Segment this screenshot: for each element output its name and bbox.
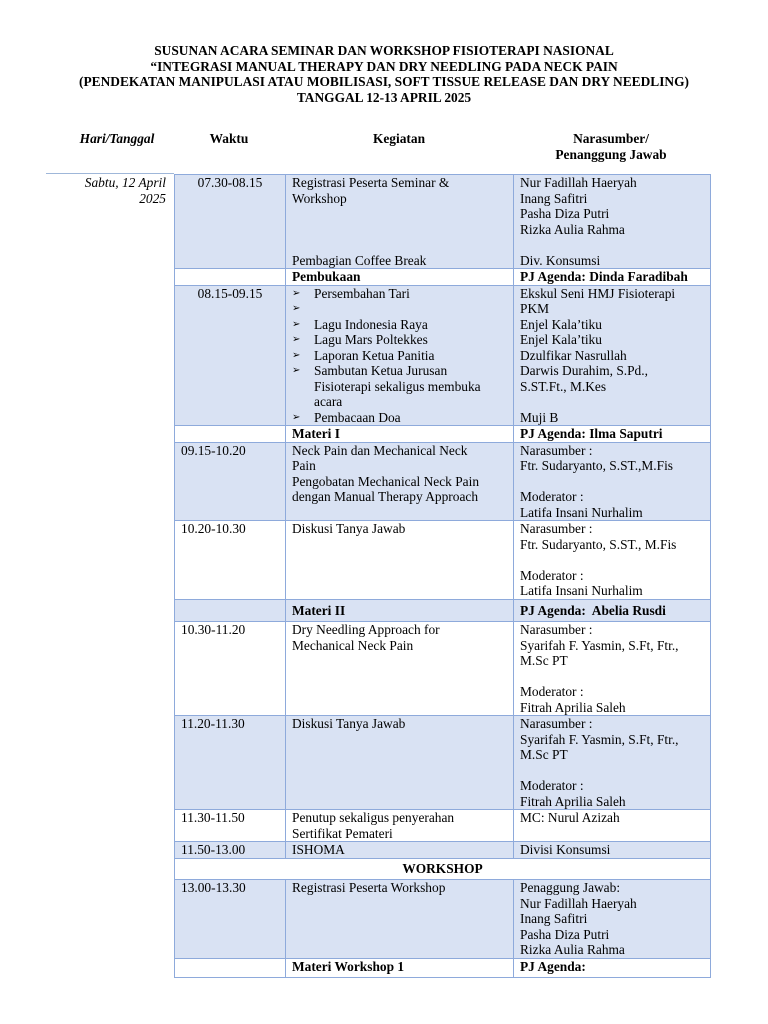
activity-line: Dry Needling Approach for xyxy=(292,622,440,637)
table-row xyxy=(175,269,711,286)
person-line: Inang Safitri xyxy=(520,190,588,206)
agenda-pj: PJ Agenda: Ilma Saputri xyxy=(514,426,711,443)
person-cell xyxy=(514,622,711,716)
activity-line: Diskusi Tanya Jawab xyxy=(292,521,406,536)
person-cell xyxy=(514,521,711,600)
header-narasumber-line-1: Narasumber/ xyxy=(573,131,649,146)
person-line: Rizka Aulia Rahma xyxy=(520,221,625,237)
person-line: Pasha Diza Putri xyxy=(520,206,610,221)
person-line: Syarifah F. Yasmin, S.Ft, Ftr., xyxy=(520,731,679,747)
person-cell xyxy=(514,842,711,859)
person-line: S.ST.Ft., M.Kes xyxy=(520,378,607,394)
time-cell: 11.20-11.30 xyxy=(175,716,286,810)
time-cell: 11.50-13.00 xyxy=(175,842,286,859)
table-row xyxy=(175,521,711,600)
table-row xyxy=(175,175,711,269)
table-row xyxy=(175,880,711,959)
activity-cell xyxy=(286,175,514,269)
activity-line: Workshop xyxy=(292,190,347,206)
activity-cell xyxy=(286,622,514,716)
person-line: Syarifah F. Yasmin, S.Ft, Ftr., xyxy=(520,637,679,653)
person-line: M.Sc PT xyxy=(520,747,568,762)
header-kegiatan: Kegiatan xyxy=(372,131,426,146)
header-divider xyxy=(46,173,174,174)
person-line: Narasumber : xyxy=(520,521,593,536)
person-line: Darwis Durahim, S.Pd., xyxy=(520,363,648,378)
agenda-pj: PJ Agenda: Dinda Faradibah xyxy=(514,269,711,286)
activity-cell xyxy=(286,521,514,600)
table-row xyxy=(175,958,711,977)
day-line-1: Sabtu, 12 April xyxy=(84,175,166,190)
agenda-pj: PJ Agenda: xyxy=(514,958,711,977)
person-cell xyxy=(514,880,711,959)
person-line: Div. Konsumsi xyxy=(520,252,601,268)
person-line: Pasha Diza Putri xyxy=(520,926,610,942)
table-row xyxy=(175,858,711,880)
header-narasumber xyxy=(513,131,709,162)
person-cell xyxy=(514,175,711,269)
section-title: Pembukaan xyxy=(286,269,514,286)
person-line: Enjel Kala’tiku xyxy=(520,316,602,332)
person-line: Penaggung Jawab: xyxy=(520,880,621,895)
list-item: ➢ Sambutan Ketua Jurusan Fisioterapi sekaligus membuka acara xyxy=(292,363,507,410)
activity-line: Registrasi Peserta Workshop xyxy=(292,880,446,895)
table-row xyxy=(175,599,711,622)
time-cell xyxy=(175,426,286,443)
time-cell: 11.30-11.50 xyxy=(175,810,286,842)
activity-cell xyxy=(286,842,514,859)
activity-cell xyxy=(286,285,514,426)
activity-cell xyxy=(286,442,514,521)
time-cell: 08.15-09.15 xyxy=(175,285,286,426)
person-line: Moderator : xyxy=(520,778,584,793)
person-line: Inang Safitri xyxy=(520,911,588,926)
person-line: MC: Nurul Azizah xyxy=(520,810,620,825)
header-waktu: Waktu xyxy=(209,131,249,146)
section-title: Materi Workshop 1 xyxy=(286,958,514,977)
title-line-2: “INTEGRASI MANUAL THERAPY DAN DRY NEEDLING PADA NECK PAIN xyxy=(150,58,618,74)
activity-cell xyxy=(286,716,514,810)
time-cell: 13.00-13.30 xyxy=(175,880,286,959)
person-line: Narasumber : xyxy=(520,716,593,731)
person-cell xyxy=(514,716,711,810)
time-cell: 09.15-10.20 xyxy=(175,442,286,521)
person-line: Nur Fadillah Haeryah xyxy=(520,175,637,190)
person-cell xyxy=(514,285,711,426)
time-cell xyxy=(175,269,286,286)
section-title: Materi II xyxy=(286,599,514,622)
activity-line: Penutup sekaligus penyerahan xyxy=(292,810,455,825)
list-item: ➢ Lagu Mars Poltekkes xyxy=(292,332,507,348)
person-line: Divisi Konsumsi xyxy=(520,842,611,857)
person-line: Moderator : xyxy=(520,684,584,699)
time-cell xyxy=(175,958,286,977)
activity-cell xyxy=(286,810,514,842)
activity-line: Neck Pain dan Mechanical Neck xyxy=(292,442,468,458)
person-line: Dzulfikar Nasrullah xyxy=(520,347,627,363)
activity-cell xyxy=(286,880,514,959)
person-line: PKM xyxy=(520,301,550,316)
header-hari-tanggal: Hari/Tanggal xyxy=(79,131,155,146)
person-cell xyxy=(514,442,711,521)
table-row xyxy=(175,285,711,426)
time-cell: 10.30-11.20 xyxy=(175,622,286,716)
person-line: Ftr. Sudaryanto, S.ST.,M.Fis xyxy=(520,458,674,473)
activity-line: Pain xyxy=(292,458,316,473)
list-spacer xyxy=(292,301,507,317)
list-item: ➢ Laporan Ketua Panitia xyxy=(292,348,507,364)
time-cell xyxy=(175,599,286,622)
title-line-3: (PENDEKATAN MANIPULASI ATAU MOBILISASI, SOFT TISSUE RELEASE DAN DRY NEEDLING) xyxy=(79,74,689,89)
schedule-table xyxy=(174,174,711,978)
list-item: ➢ Lagu Indonesia Raya xyxy=(292,317,507,333)
day-date-cell xyxy=(62,175,166,206)
activity-line: Pembagian Coffee Break xyxy=(292,252,427,268)
section-title: Materi I xyxy=(286,426,514,443)
activity-line: Registrasi Peserta Seminar & xyxy=(292,175,450,190)
person-line: Nur Fadillah Haeryah xyxy=(520,895,637,911)
agenda-pj: PJ Agenda: Abelia Rusdi xyxy=(514,599,711,622)
title-line-4: TANGGAL 12-13 APRIL 2025 xyxy=(296,89,472,105)
person-line: Narasumber : xyxy=(520,622,593,637)
activity-line: dengan Manual Therapy Approach xyxy=(292,489,479,504)
agenda-list xyxy=(292,286,507,426)
time-cell: 07.30-08.15 xyxy=(175,175,286,269)
person-line: Muji B xyxy=(520,409,559,425)
table-row xyxy=(175,426,711,443)
table-row xyxy=(175,842,711,859)
activity-line: Sertifikat Pemateri xyxy=(292,825,393,841)
person-line: Narasumber : xyxy=(520,442,593,458)
table-row xyxy=(175,442,711,521)
person-line: Rizka Aulia Rahma xyxy=(520,942,625,957)
person-line: Latifa Insani Nurhalim xyxy=(520,583,643,598)
table-row xyxy=(175,810,711,842)
person-line: M.Sc PT xyxy=(520,653,568,668)
activity-line: Mechanical Neck Pain xyxy=(292,637,414,653)
activity-line: Diskusi Tanya Jawab xyxy=(292,716,406,731)
activity-line: Pengobatan Mechanical Neck Pain xyxy=(292,473,480,489)
person-line: Fitrah Aprilia Saleh xyxy=(520,699,626,715)
person-line: Fitrah Aprilia Saleh xyxy=(520,793,626,809)
workshop-section-header: WORKSHOP xyxy=(175,858,711,880)
person-line: Moderator : xyxy=(520,567,584,583)
table-row xyxy=(175,716,711,810)
title-line-1: SUSUNAN ACARA SEMINAR DAN WORKSHOP FISIOTERAPI NASIONAL xyxy=(154,43,614,58)
list-item: ➢ Persembahan Tari xyxy=(292,286,507,302)
person-line: Ftr. Sudaryanto, S.ST., M.Fis xyxy=(520,536,677,552)
person-line: Enjel Kala’tiku xyxy=(520,332,602,347)
activity-line: ISHOMA xyxy=(292,842,345,857)
day-line-2: 2025 xyxy=(139,190,166,206)
document-title xyxy=(0,43,768,105)
person-cell xyxy=(514,810,711,842)
time-cell: 10.20-10.30 xyxy=(175,521,286,600)
list-item: ➢ Pembacaan Doa xyxy=(292,410,507,426)
table-row xyxy=(175,622,711,716)
person-line: Moderator : xyxy=(520,489,584,504)
person-line: Ekskul Seni HMJ Fisioterapi xyxy=(520,285,676,301)
person-line: Latifa Insani Nurhalim xyxy=(520,504,643,520)
header-narasumber-line-2: Penanggung Jawab xyxy=(555,146,667,162)
